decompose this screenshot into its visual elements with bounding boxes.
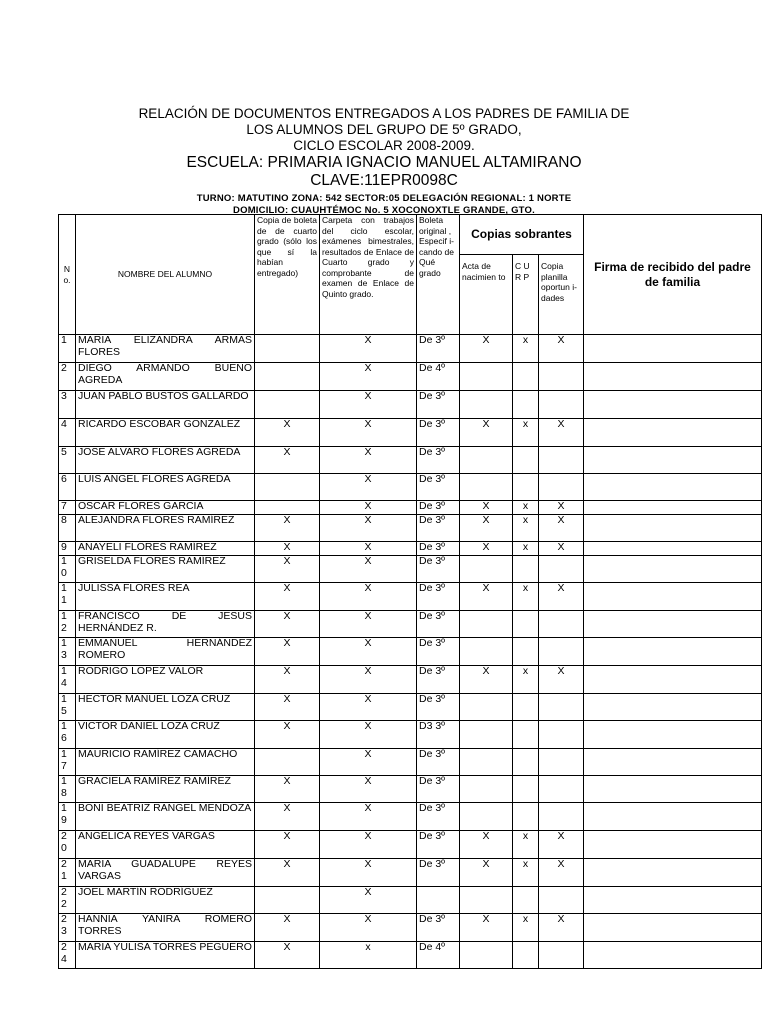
student-name: LUIS ANGEL FLORES AGREDA — [76, 474, 255, 501]
acta-mark: X — [460, 583, 513, 611]
row-number: 8 — [59, 515, 76, 542]
carpeta-mark: X — [320, 419, 417, 447]
row-number: 2 3 — [59, 914, 76, 942]
row-number: 1 — [59, 335, 76, 363]
signature-cell[interactable] — [584, 803, 762, 831]
row-number: 1 3 — [59, 638, 76, 666]
table-row — [59, 335, 762, 363]
signature-cell[interactable] — [584, 831, 762, 859]
boleta-grado: De 3º — [417, 335, 460, 363]
table-row — [59, 887, 762, 914]
student-name: ALEJANDRA FLORES RAMÍREZ — [76, 515, 255, 542]
student-name: OSCAR FLORES GARCIA — [76, 501, 255, 515]
acta-mark — [460, 887, 513, 914]
carpeta-mark: X — [320, 335, 417, 363]
boleta-grado: De 3º — [417, 803, 460, 831]
boleta-cuarto-mark — [255, 335, 320, 363]
table-row — [59, 859, 762, 887]
table-row — [59, 501, 762, 515]
signature-cell[interactable] — [584, 556, 762, 583]
carpeta-mark: X — [320, 776, 417, 803]
table-row — [59, 694, 762, 721]
boleta-grado: De 3º — [417, 515, 460, 542]
boleta-cuarto-mark — [255, 887, 320, 914]
carpeta-mark: x — [320, 942, 417, 969]
boleta-grado: De 3º — [417, 611, 460, 638]
signature-cell[interactable] — [584, 721, 762, 749]
row-number: 1 7 — [59, 749, 76, 776]
table-row — [59, 419, 762, 447]
boleta-grado: De 3º — [417, 749, 460, 776]
planilla-mark — [539, 638, 584, 666]
carpeta-mark: X — [320, 515, 417, 542]
table-row — [59, 749, 762, 776]
curp-mark — [513, 363, 539, 391]
planilla-mark: X — [539, 419, 584, 447]
acta-mark — [460, 721, 513, 749]
table-row — [59, 721, 762, 749]
curp-mark — [513, 391, 539, 419]
boleta-cuarto-mark — [255, 363, 320, 391]
row-number: 7 — [59, 501, 76, 515]
student-name: GRACIELA RAMÍREZ RAMÍREZ — [76, 776, 255, 803]
curp-mark: x — [513, 542, 539, 556]
table-row — [59, 474, 762, 501]
table-row — [59, 831, 762, 859]
carpeta-mark: X — [320, 556, 417, 583]
copias-sobrantes-header: Copias sobrantes — [460, 215, 584, 255]
curp-mark — [513, 887, 539, 914]
student-name: VICTOR DANIEL LOZA CRUZ — [76, 721, 255, 749]
acta-mark — [460, 391, 513, 419]
row-number: 1 1 — [59, 583, 76, 611]
student-name: MARIA ELIZANDRA ARMAS FLORES — [76, 335, 255, 363]
boleta-cuarto-mark — [255, 474, 320, 501]
curp-mark — [513, 942, 539, 969]
planilla-mark — [539, 749, 584, 776]
acta-mark — [460, 638, 513, 666]
carpeta-mark: X — [320, 803, 417, 831]
signature-cell[interactable] — [584, 749, 762, 776]
carpeta-mark: X — [320, 363, 417, 391]
acta-mark — [460, 447, 513, 474]
acta-mark — [460, 803, 513, 831]
boleta-grado: De 3º — [417, 501, 460, 515]
title-line-3: CICLO ESCOLAR 2008-2009. — [293, 138, 475, 153]
curp-mark — [513, 447, 539, 474]
acta-mark: X — [460, 831, 513, 859]
row-number: 2 0 — [59, 831, 76, 859]
boleta-cuarto-mark: X — [255, 542, 320, 556]
table-row — [59, 515, 762, 542]
student-name: FRANCISCO DE JESÚS HERNÁNDEZ R. — [76, 611, 255, 638]
planilla-mark — [539, 776, 584, 803]
boleta-grado: De 3º — [417, 474, 460, 501]
boleta-cuarto-mark: X — [255, 831, 320, 859]
shift-zone-line: TURNO: MATUTINO ZONA: 542 SECTOR:05 DELEGACIÓN REGIONAL: 1 NORTE — [196, 193, 572, 204]
planilla-mark: X — [539, 831, 584, 859]
curp-mark — [513, 749, 539, 776]
student-name: RODRIGO LOPEZ VALOR — [76, 666, 255, 694]
boleta-cuarto-mark: X — [255, 638, 320, 666]
acta-mark: X — [460, 335, 513, 363]
acta-mark — [460, 556, 513, 583]
planilla-mark — [539, 611, 584, 638]
boleta-cuarto-mark — [255, 501, 320, 515]
table-row — [59, 583, 762, 611]
boleta-cuarto-mark: X — [255, 694, 320, 721]
carpeta-mark: X — [320, 501, 417, 515]
curp-mark: x — [513, 831, 539, 859]
signature-cell[interactable] — [584, 914, 762, 942]
boleta-grado — [417, 887, 460, 914]
acta-mark: X — [460, 501, 513, 515]
title-line-1: RELACIÓN DE DOCUMENTOS ENTREGADOS A LOS PADRES DE FAMILIA DE — [138, 106, 630, 121]
acta-mark: X — [460, 419, 513, 447]
carpeta-mark: X — [320, 887, 417, 914]
signature-cell[interactable] — [584, 887, 762, 914]
student-name: JOSE ALVARO FLORES AGREDA — [76, 447, 255, 474]
boleta-grado: D3 3º — [417, 721, 460, 749]
table-row — [59, 556, 762, 583]
boleta-grado: De 3º — [417, 556, 460, 583]
row-number: 1 5 — [59, 694, 76, 721]
school-name: ESCUELA: PRIMARIA IGNACIO MANUEL ALTAMIRANO — [186, 154, 582, 171]
curp-mark: x — [513, 419, 539, 447]
planilla-mark: X — [539, 914, 584, 942]
carpeta-mark: X — [320, 474, 417, 501]
planilla-mark — [539, 447, 584, 474]
row-number: 2 — [59, 363, 76, 391]
boleta-grado: De 3º — [417, 666, 460, 694]
curp-mark: x — [513, 515, 539, 542]
document-table — [58, 214, 762, 969]
curp-mark — [513, 694, 539, 721]
carpeta-mark: X — [320, 666, 417, 694]
carpeta-mark: X — [320, 914, 417, 942]
carpeta-mark: X — [320, 749, 417, 776]
boleta-cuarto-mark — [255, 391, 320, 419]
signature-cell[interactable] — [584, 776, 762, 803]
planilla-mark — [539, 474, 584, 501]
carpeta-mark: X — [320, 391, 417, 419]
signature-cell[interactable] — [584, 419, 762, 447]
table-row — [59, 542, 762, 556]
boleta-cuarto-mark: X — [255, 721, 320, 749]
row-number: 5 — [59, 447, 76, 474]
planilla-mark — [539, 942, 584, 969]
boleta-grado: De 3º — [417, 542, 460, 556]
col-boleta-original-header: Boleta original , Especif i-cando de Qué grado — [417, 215, 460, 335]
student-name: MARIA YULISA TORRES PEGUERO — [76, 942, 255, 969]
boleta-grado: De 3º — [417, 859, 460, 887]
acta-mark — [460, 474, 513, 501]
row-number: 2 4 — [59, 942, 76, 969]
table-row — [59, 666, 762, 694]
row-number: 2 2 — [59, 887, 76, 914]
signature-cell[interactable] — [584, 611, 762, 638]
student-name: HECTOR MANUEL LOZA CRUZ — [76, 694, 255, 721]
signature-cell[interactable] — [584, 501, 762, 515]
row-number: 3 — [59, 391, 76, 419]
student-name: JOEL MARTÍN RODRÍGUEZ — [76, 887, 255, 914]
student-name: HANNIA YANIRA ROMERO TORRES — [76, 914, 255, 942]
table-row — [59, 391, 762, 419]
curp-mark — [513, 803, 539, 831]
student-name: JULISSA FLORES REA — [76, 583, 255, 611]
boleta-cuarto-mark: X — [255, 611, 320, 638]
student-name: BONI BEATRIZ RANGEL MENDOZA — [76, 803, 255, 831]
planilla-mark: X — [539, 859, 584, 887]
boleta-grado: De 3º — [417, 831, 460, 859]
boleta-grado: De 3º — [417, 638, 460, 666]
planilla-mark: X — [539, 501, 584, 515]
curp-mark: x — [513, 583, 539, 611]
acta-mark: X — [460, 515, 513, 542]
student-name: MARIA GUADALUPE REYES VARGAS — [76, 859, 255, 887]
carpeta-mark: X — [320, 721, 417, 749]
row-number: 1 8 — [59, 776, 76, 803]
planilla-mark — [539, 391, 584, 419]
row-number: 1 4 — [59, 666, 76, 694]
signature-cell[interactable] — [584, 363, 762, 391]
row-number: 6 — [59, 474, 76, 501]
acta-mark: X — [460, 542, 513, 556]
curp-mark — [513, 611, 539, 638]
signature-cell[interactable] — [584, 666, 762, 694]
table-row — [59, 447, 762, 474]
signature-cell[interactable] — [584, 515, 762, 542]
carpeta-mark: X — [320, 542, 417, 556]
table-row — [59, 611, 762, 638]
acta-mark — [460, 363, 513, 391]
boleta-cuarto-mark: X — [255, 447, 320, 474]
curp-mark: x — [513, 666, 539, 694]
boleta-cuarto-mark: X — [255, 803, 320, 831]
row-number: 1 2 — [59, 611, 76, 638]
col-carpeta-header: Carpeta con trabajos del ciclo escolar, exámenes bimestrales, resultados de Enlace de Cuarto grado y comprobante de examen de Enlace de Quinto grado. — [320, 215, 417, 335]
boleta-grado: De 3º — [417, 391, 460, 419]
boleta-grado: De 3º — [417, 776, 460, 803]
boleta-cuarto-mark: X — [255, 515, 320, 542]
col-no-header: N o. — [59, 215, 76, 335]
table-row — [59, 638, 762, 666]
carpeta-mark: X — [320, 859, 417, 887]
student-name: GRISELDA FLORES RAMÍREZ — [76, 556, 255, 583]
curp-mark — [513, 776, 539, 803]
curp-mark: x — [513, 335, 539, 363]
col-firma-header: Firma de recibido del padre de familia — [584, 215, 762, 335]
boleta-cuarto-mark: X — [255, 776, 320, 803]
planilla-mark — [539, 721, 584, 749]
signature-cell[interactable] — [584, 447, 762, 474]
table-row — [59, 942, 762, 969]
table-row — [59, 914, 762, 942]
school-code: CLAVE:11EPR0098C — [310, 172, 458, 189]
planilla-mark: X — [539, 583, 584, 611]
curp-mark — [513, 638, 539, 666]
title-line-2: LOS ALUMNOS DEL GRUPO DE 5º GRADO, — [246, 122, 522, 137]
boleta-cuarto-mark — [255, 749, 320, 776]
carpeta-mark: X — [320, 447, 417, 474]
acta-mark — [460, 694, 513, 721]
boleta-grado: De 3º — [417, 447, 460, 474]
curp-mark: x — [513, 914, 539, 942]
signature-cell[interactable] — [584, 942, 762, 969]
boleta-grado: De 3º — [417, 694, 460, 721]
header-row — [59, 215, 762, 255]
signature-cell[interactable] — [584, 694, 762, 721]
student-name: DIEGO ARMANDO BUENO AGREDA — [76, 363, 255, 391]
boleta-grado: De 4º — [417, 363, 460, 391]
carpeta-mark: X — [320, 831, 417, 859]
table-row — [59, 363, 762, 391]
curp-mark — [513, 474, 539, 501]
acta-mark — [460, 776, 513, 803]
boleta-grado: De 3º — [417, 419, 460, 447]
signature-cell[interactable] — [584, 335, 762, 363]
student-name: RICARDO ESCOBAR GONZALEZ — [76, 419, 255, 447]
col-acta-header: Acta de nacimien to — [460, 255, 513, 335]
boleta-cuarto-mark: X — [255, 859, 320, 887]
row-number: 2 1 — [59, 859, 76, 887]
signature-cell[interactable] — [584, 859, 762, 887]
planilla-mark — [539, 556, 584, 583]
boleta-cuarto-mark: X — [255, 666, 320, 694]
row-number: 9 — [59, 542, 76, 556]
signature-cell[interactable] — [584, 583, 762, 611]
planilla-mark — [539, 803, 584, 831]
signature-cell[interactable] — [584, 474, 762, 501]
student-name: ANGÉLICA REYES VARGAS — [76, 831, 255, 859]
signature-cell[interactable] — [584, 542, 762, 556]
acta-mark: X — [460, 859, 513, 887]
student-name: ANAYELI FLORES RAMÍREZ — [76, 542, 255, 556]
planilla-mark: X — [539, 335, 584, 363]
signature-cell[interactable] — [584, 638, 762, 666]
row-number: 1 6 — [59, 721, 76, 749]
carpeta-mark: X — [320, 694, 417, 721]
acta-mark — [460, 942, 513, 969]
curp-mark — [513, 721, 539, 749]
student-name: JUAN PABLO BUSTOS GALLARDO — [76, 391, 255, 419]
boleta-cuarto-mark: X — [255, 914, 320, 942]
acta-mark: X — [460, 666, 513, 694]
acta-mark — [460, 749, 513, 776]
boleta-cuarto-mark: X — [255, 419, 320, 447]
planilla-mark: X — [539, 515, 584, 542]
carpeta-mark: X — [320, 583, 417, 611]
planilla-mark: X — [539, 666, 584, 694]
boleta-grado: De 4º — [417, 942, 460, 969]
boleta-grado: De 3º — [417, 583, 460, 611]
curp-mark: x — [513, 859, 539, 887]
planilla-mark — [539, 363, 584, 391]
table-body — [59, 335, 762, 969]
row-number: 1 9 — [59, 803, 76, 831]
boleta-grado: De 3º — [417, 914, 460, 942]
curp-mark — [513, 556, 539, 583]
planilla-mark — [539, 887, 584, 914]
table-row — [59, 776, 762, 803]
boleta-cuarto-mark: X — [255, 556, 320, 583]
carpeta-mark: X — [320, 611, 417, 638]
row-number: 4 — [59, 419, 76, 447]
col-boleta-cuarto-header: Copia de boleta de de cuarto grado (sólo los que sí la habían entregado) — [255, 215, 320, 335]
student-name: EMMANUEL HERNÁNDEZ ROMERO — [76, 638, 255, 666]
acta-mark: X — [460, 914, 513, 942]
boleta-cuarto-mark: X — [255, 583, 320, 611]
address-line: DOMICILIO: CUAUHTÉMOC No. 5 XOCONOXTLE GRANDE, GTO. — [233, 205, 535, 216]
row-number: 1 0 — [59, 556, 76, 583]
table-row — [59, 803, 762, 831]
acta-mark — [460, 611, 513, 638]
document-header — [0, 106, 768, 217]
curp-mark: x — [513, 501, 539, 515]
signature-cell[interactable] — [584, 391, 762, 419]
col-curp-header: C U R P — [513, 255, 539, 335]
planilla-mark — [539, 694, 584, 721]
col-name-header: NOMBRE DEL ALUMNO — [76, 215, 255, 335]
planilla-mark: X — [539, 542, 584, 556]
col-planilla-header: Copia planilla oportun i-dades — [539, 255, 584, 335]
boleta-cuarto-mark: X — [255, 942, 320, 969]
student-name: MAURICIO RAMÍREZ CAMACHO — [76, 749, 255, 776]
carpeta-mark: X — [320, 638, 417, 666]
